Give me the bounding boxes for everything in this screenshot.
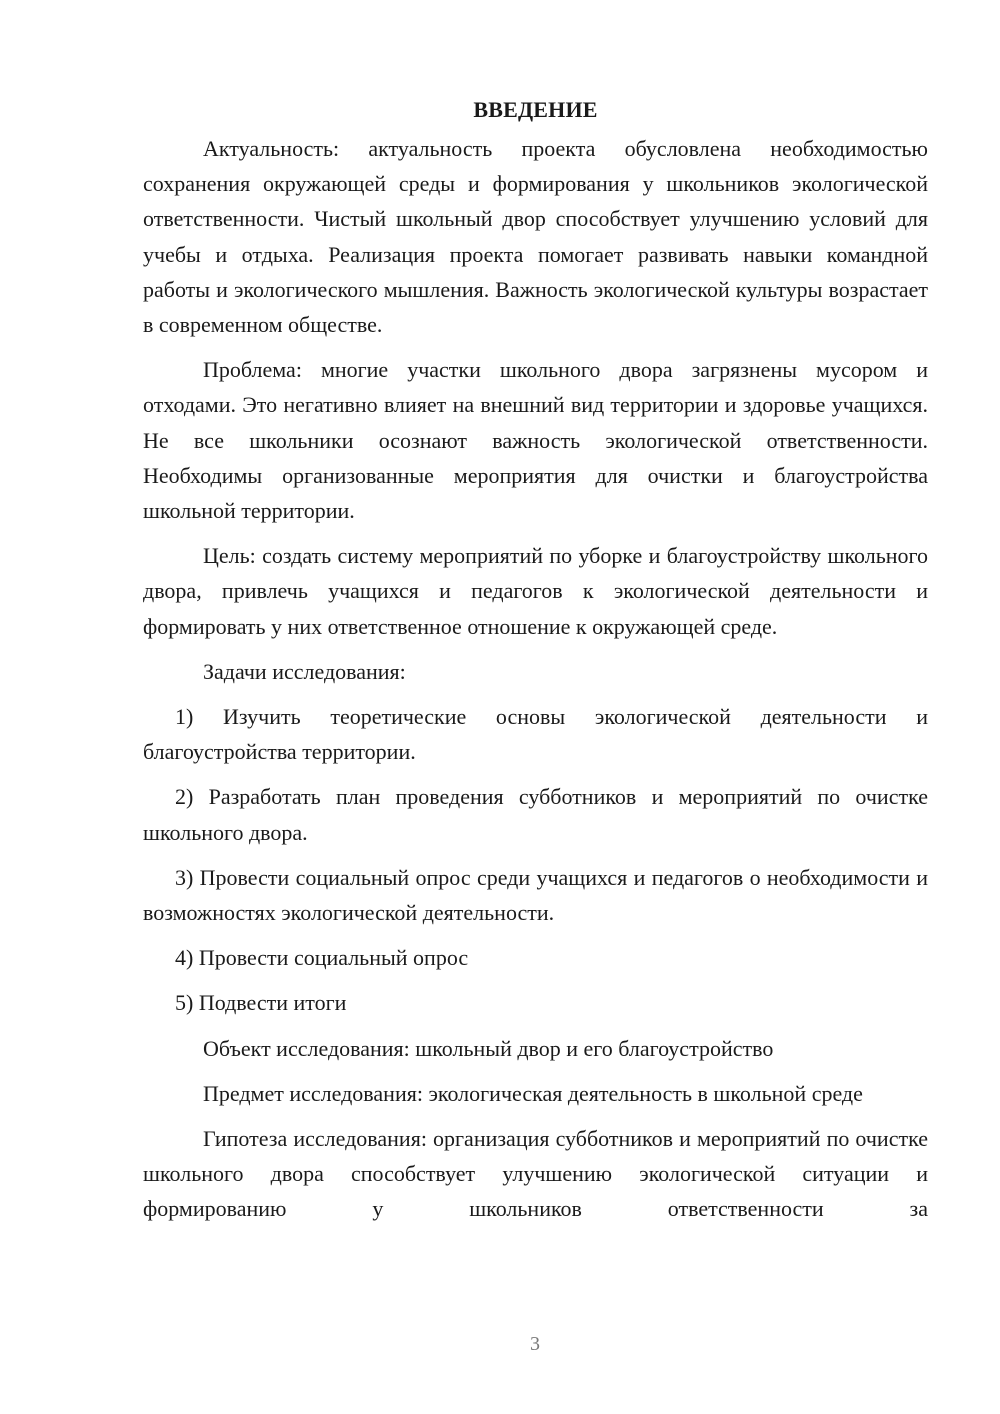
task-item-1: 1) Изучить теоретические основы экологической деятельности и благоустройства территории. bbox=[143, 704, 928, 765]
paragraph-goal: Цель: создать систему мероприятий по уборке и благоустройству школьного двора, привлечь учащихся и педагогов к экологической деятельности и формировать у них ответственное отношение к окружающей среде. bbox=[143, 543, 928, 639]
task-item-2: 2) Разработать план проведения субботников и мероприятий по очистке школьного двора. bbox=[143, 784, 928, 845]
tasks-heading: Задачи исследования: bbox=[203, 658, 406, 684]
paragraph-subject: Предмет исследования: экологическая деятельность в школьной среде bbox=[203, 1080, 863, 1106]
task-item-4: 4) Провести социальный опрос bbox=[175, 945, 469, 971]
paragraph-object: Объект исследования: школьный двор и его благоустройство bbox=[203, 1035, 774, 1061]
paragraph-hypothesis: Гипотеза исследования: организация субботников и мероприятий по очистке школьного двора способствует улучшению экологической ситуации и формированию у школьников ответственности за bbox=[143, 1126, 928, 1222]
task-item-5: 5) Подвести итоги bbox=[175, 990, 347, 1016]
document-page bbox=[143, 92, 928, 1237]
paragraph-relevance: Актуальность: актуальность проекта обусловлена необходимостью сохранения окружающей среды и формирования у школьников экологической ответственности. Чистый школьный двор способствует улучшению условий для учебы и отдыха. Реализация проекта помогает развивать навыки командной работы и экологического мышления. Важность экологической культуры возрастает в современном обществе. bbox=[143, 136, 928, 338]
task-item-3: 3) Провести социальный опрос среди учащихся и педагогов о необходимости и возможностях экологической деятельности. bbox=[143, 864, 928, 926]
paragraph-problem: Проблема: многие участки школьного двора загрязнены мусором и отходами. Это негативно влияет на внешний вид территории и здоровье учащихся. Не все школьники осознают важность экологической ответственности. Необходимы организованные мероприятия для очистки и благоустройства школьной территории. bbox=[143, 357, 928, 524]
page-title: ВВЕДЕНИЕ bbox=[473, 97, 598, 122]
page-number: 3 bbox=[530, 1333, 540, 1355]
